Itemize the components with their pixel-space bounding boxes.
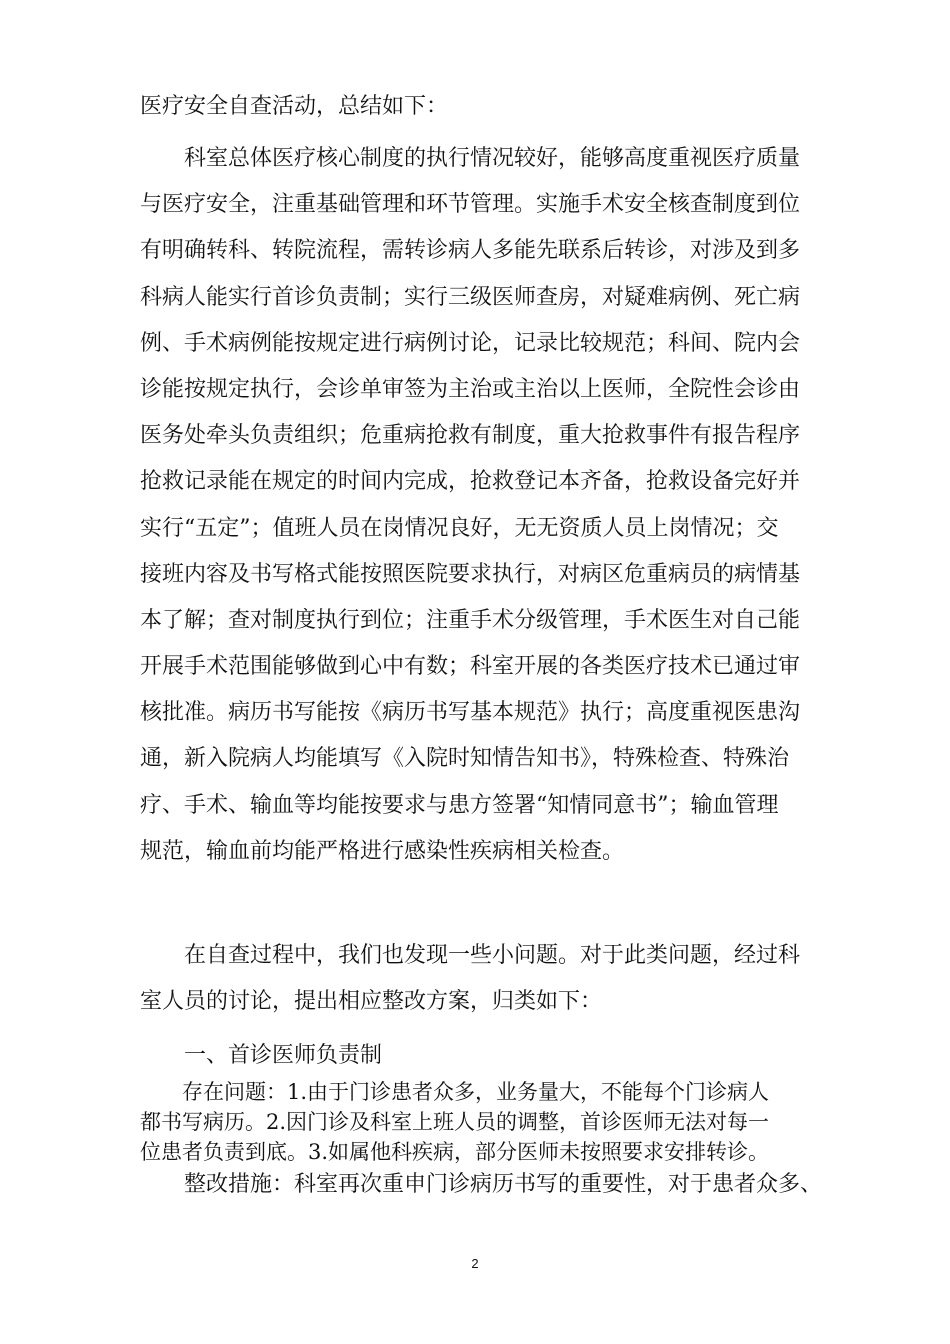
text-line: 规范，输血前均能严格进行感染性疾病相关检查。 — [140, 838, 625, 864]
section-heading — [140, 1033, 830, 1079]
text-line: 位患者负责到底。3.如属他科疾病，部分医师未按照要求安排转诊。 — [140, 1140, 770, 1164]
text-line: 诊能按规定执行，会诊单审签为主治或主治以上医师，全院性会诊由 — [140, 376, 801, 402]
text-line: 本了解；查对制度执行到位；注重手术分级管理，手术医生对自己能 — [140, 607, 801, 633]
text-line: 开展手术范围能够做到心中有数；科室开展的各类医疗技术已通过审 — [140, 654, 801, 680]
text-line: 抢救记录能在规定的时间内完成，抢救登记本齐备，抢救设备完好并 — [140, 469, 801, 495]
text-line: 医务处牵头负责组织；危重病抢救有制度，重大抢救事件有报告程序 — [140, 423, 801, 449]
paragraph-existing-problems — [140, 1077, 830, 1167]
text-line: 科病人能实行首诊负责制；实行三级医师查房，对疑难病例、死亡病 — [140, 284, 801, 310]
paragraph-core-system — [140, 136, 830, 875]
text-line: 都书写病历。2.因门诊及科室上班人员的调整，首诊医师无法对每一 — [140, 1110, 770, 1134]
paragraph-problems-intro — [140, 933, 830, 1025]
text-line: 科室总体医疗核心制度的执行情况较好，能够高度重视医疗质量 — [140, 146, 801, 171]
text-line: 室人员的讨论，提出相应整改方案，归类如下： — [140, 989, 603, 1015]
text-line: 存在问题：1.由于门诊患者众多，业务量大，不能每个门诊病人 — [140, 1080, 770, 1104]
text-line: 例、手术病例能按规定进行病例讨论，记录比较规范；科间、院内会 — [140, 330, 801, 356]
page-number: 2 — [471, 1256, 479, 1271]
text-line: 核批准。病历书写能按《病历书写基本规范》执行；高度重视医患沟 — [140, 700, 801, 726]
text-line: 疗、手术、输血等均能按要求与患方签署“知情同意书”；输血管理 — [140, 792, 779, 818]
paragraph-intro-tail — [140, 84, 830, 130]
text-line: 接班内容及书写格式能按照医院要求执行，对病区危重病员的病情基 — [140, 561, 801, 587]
paragraph-measures — [140, 1162, 830, 1208]
text-line: 有明确转科、转院流程，需转诊病人多能先联系后转诊，对涉及到多 — [140, 238, 801, 264]
text-line: 通，新入院病人均能填写《入院时知情告知书》，特殊检查、特殊治 — [140, 746, 790, 772]
text-line: 与医疗安全，注重基础管理和环节管理。实施手术安全核查制度到位 — [140, 192, 801, 218]
text-line: 整改措施：科室再次重申门诊病历书写的重要性，对于患者众多、 — [140, 1172, 823, 1197]
text-line: 在自查过程中，我们也发现一些小问题。对于此类问题，经过科 — [140, 943, 801, 968]
text-line: 实行“五定”；值班人员在岗情况良好，无无资质人员上岗情况；交 — [140, 515, 779, 541]
text-line: 医疗安全自查活动，总结如下： — [140, 94, 449, 119]
text-line: 一、首诊医师负责制 — [140, 1043, 383, 1068]
